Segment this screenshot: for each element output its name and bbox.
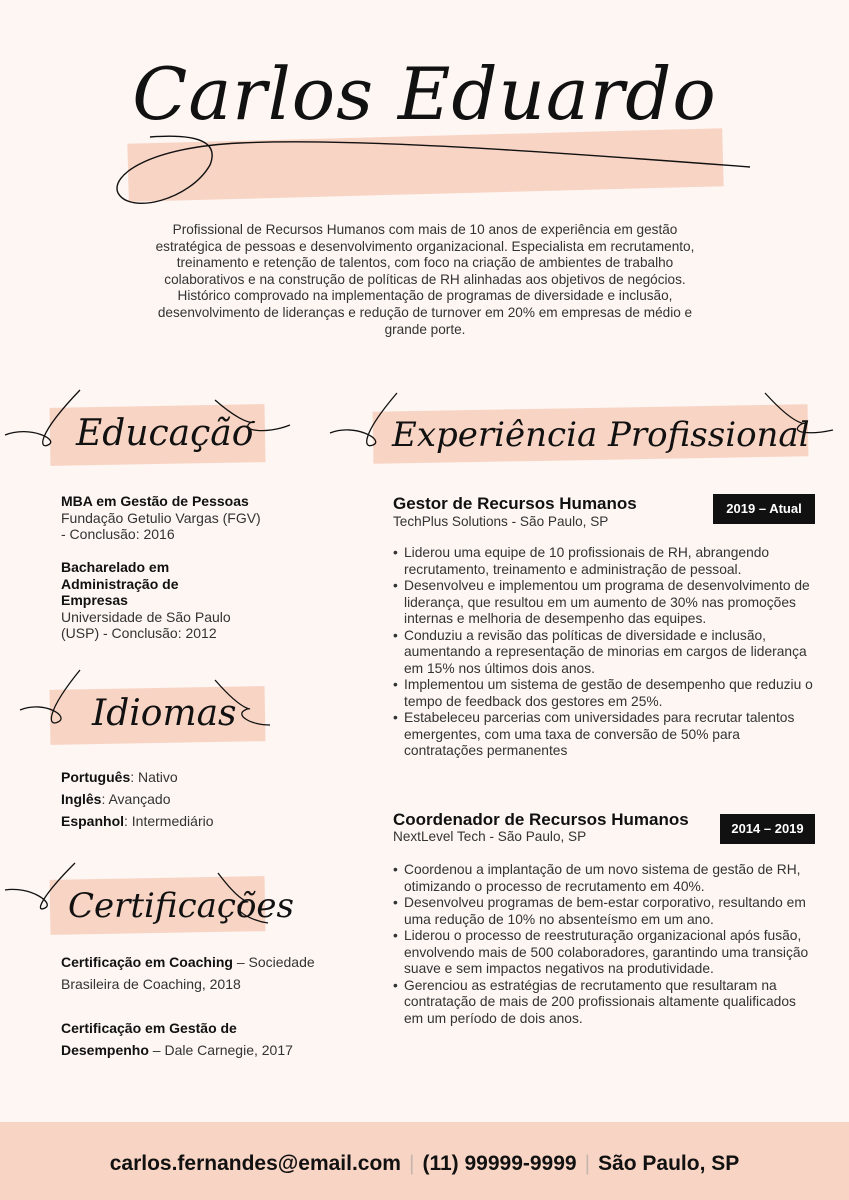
certification-name: Certificação em Coaching — [61, 954, 233, 970]
language-level: : Nativo — [130, 769, 178, 785]
job-dates-badge: 2019 – Atual — [713, 494, 815, 524]
school-name: Fundação Getulio Vargas (FGV) - Conclusão: 2016 — [61, 509, 261, 542]
job-title: Coordenador de Recursos Humanos — [393, 810, 689, 829]
language-level: : Avançado — [101, 791, 171, 807]
name-underline-swirl — [110, 125, 760, 215]
list-item: • Implementou um sistema de gestão de desempenho que reduziu o tempo de feedback dos gestores em 25%. — [404, 677, 816, 710]
certification-item — [61, 951, 331, 995]
list-item: • Gerenciou as estratégias de recrutamento que resultaram na contratação de mais de 200 profissionais altamente qualificados em um período de dois anos. — [404, 978, 816, 1028]
language-item — [61, 810, 301, 832]
education-item — [61, 493, 261, 543]
contact-footer — [0, 1152, 849, 1176]
school-name: Universidade de São Paulo (USP) - Conclusão: 2012 — [61, 608, 231, 641]
contact-phone[interactable]: (11) 99999-9999 — [422, 1152, 577, 1175]
job-title: Gestor de Recursos Humanos — [393, 494, 637, 513]
languages-list — [61, 766, 301, 832]
list-item: • Desenvolveu programas de bem-estar corporativo, resultando em uma redução de 10% no absenteísmo em um ano. — [404, 895, 816, 928]
language-name: Português — [61, 769, 131, 785]
job-company: TechPlus Solutions - São Paulo, SP — [393, 514, 609, 529]
list-item: • Coordenou a implantação de um novo sistema de gestão de RH, otimizando o processo de recrutamento em 40%. — [404, 862, 816, 895]
job-responsibilities — [393, 862, 816, 1027]
language-name: Inglês — [61, 791, 102, 807]
certification-org: – Dale Carnegie, 2017 — [148, 1042, 293, 1058]
list-item: • Liderou o processo de reestruturação organizacional após fusão, envolvendo mais de 500 colaboradores, garantindo uma transição suave e sem impactos negativos na produtividade. — [404, 928, 816, 978]
separator: | — [408, 1152, 415, 1175]
candidate-name: Carlos Eduardo — [132, 52, 717, 136]
degree-name: Bacharelado em Administração de Empresas — [61, 559, 179, 608]
job-company: NextLevel Tech - São Paulo, SP — [393, 829, 587, 844]
language-item — [61, 788, 301, 810]
job-dates-badge: 2014 – 2019 — [720, 814, 815, 844]
certification-item — [61, 1017, 321, 1061]
list-item: • Conduziu a revisão das políticas de diversidade e inclusão, aumentando a representação de minorias em cargos de liderança em 15% nos últimos dois anos. — [404, 628, 816, 678]
education-item — [61, 559, 231, 642]
list-item: • Estabeleceu parcerias com universidades para recrutar talentos emergentes, com uma taxa de conversão de 50% para contratações permanentes — [404, 710, 816, 760]
list-item: • Liderou uma equipe de 10 profissionais de RH, abrangendo recrutamento, treinamento e administração de pessoal. — [404, 545, 816, 578]
degree-name: MBA em Gestão de Pessoas — [61, 493, 249, 509]
contact-location: São Paulo, SP — [598, 1152, 740, 1175]
separator: | — [584, 1152, 591, 1175]
languages-title: Idiomas — [92, 693, 237, 734]
experience-title: Experiência Profissional — [392, 415, 810, 455]
certification-org: – Sociedade Brasileira de Coaching, 2018 — [61, 954, 315, 992]
list-item: • Desenvolveu e implementou um programa de desenvolvimento de liderança, que resultou em um aumento de 30% nas promoções internas e melhoria de desempenho das equipes. — [404, 578, 816, 628]
profile-summary: Profissional de Recursos Humanos com mais de 10 anos de experiência em gestão estratégica de pessoas e desenvolvimento organizacional. Especialista em recrutamento, treinamento e retenção de talentos, com foco na criação de ambientes de trabalho colaborativos e na construção de políticas de RH alinhadas aos objetivos de negócios. Histórico comprovado na implementação de programas de diversidade e inclusão, desenvolvimento de lideranças e redução de turnover em 20% em empresas de médio e grande porte. — [155, 222, 695, 337]
language-item — [61, 766, 301, 788]
certification-name: Certificação em Gestão de Desempenho — [61, 1020, 237, 1058]
language-level: : Intermediário — [124, 813, 214, 829]
language-name: Espanhol — [61, 813, 125, 829]
education-title: Educação — [76, 413, 254, 454]
job-responsibilities — [393, 545, 816, 760]
contact-email[interactable]: carlos.fernandes@email.com — [109, 1152, 401, 1175]
certifications-title: Certificações — [68, 886, 294, 926]
